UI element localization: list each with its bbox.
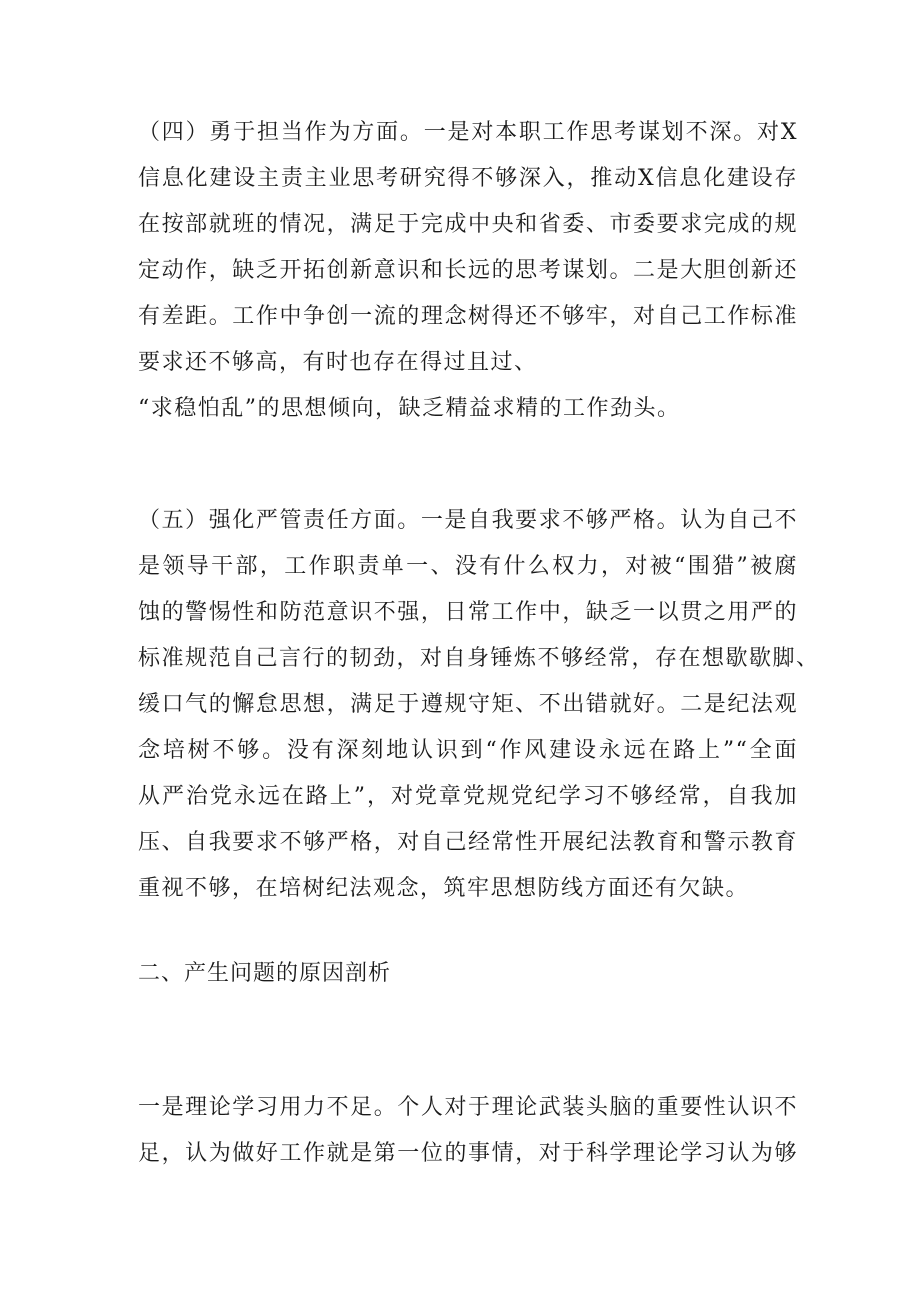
text-line: 压、自我要求不够严格，对自己经常性开展纪法教育和警示教育 <box>138 830 798 855</box>
text-line: 定动作，缺乏开拓创新意识和长远的思考谋划。二是大胆创新还 <box>138 258 798 283</box>
text-line: “求稳怕乱”的思想倾向，缺乏精益求精的工作劲头。 <box>138 396 681 421</box>
text-line: 信息化建设主责主业思考研究得不够深入，推动X信息化建设存 <box>138 166 798 191</box>
text-line: 从严治党永远在路上”，对党章党规党纪学习不够经常，自我加 <box>138 784 798 809</box>
text-line: 是领导干部，工作职责单一、没有什么权力，对被“围猎”被腐 <box>138 554 798 579</box>
text-line: 足，认为做好工作就是第一位的事情，对于科学理论学习认为够 <box>138 1141 798 1166</box>
text-line: （四）勇于担当作为方面。一是对本职工作思考谋划不深。对X <box>138 120 798 145</box>
text-line: 重视不够，在培树纪法观念，筑牢思想防线方面还有欠缺。 <box>138 876 750 901</box>
text-line: 标准规范自己言行的韧劲，对自身锤炼不够经常，存在想歇歇脚、 <box>138 646 820 671</box>
text-line: 缓口气的懈怠思想，满足于遵规守矩、不出错就好。二是纪法观 <box>138 692 798 717</box>
text-line: （五）强化严管责任方面。一是自我要求不够严格。认为自己不 <box>138 508 798 533</box>
text-line: 一是理论学习用力不足。个人对于理论武装头脑的重要性认识不 <box>138 1095 798 1120</box>
heading-text: 二、产生问题的原因剖析 <box>138 961 392 986</box>
text-line: 要求还不够高，有时也存在得过且过、 <box>138 350 538 375</box>
text-line: 有差距。工作中争创一流的理念树得还不够牢，对自己工作标准 <box>138 304 798 329</box>
text-line: 念培树不够。没有深刻地认识到“作风建设永远在路上”“全面 <box>138 738 798 763</box>
text-line: 蚀的警惕性和防范意识不强，日常工作中，缺乏一以贯之用严的 <box>138 600 798 625</box>
text-line: 在按部就班的情况，满足于完成中央和省委、市委要求完成的规 <box>138 212 798 237</box>
